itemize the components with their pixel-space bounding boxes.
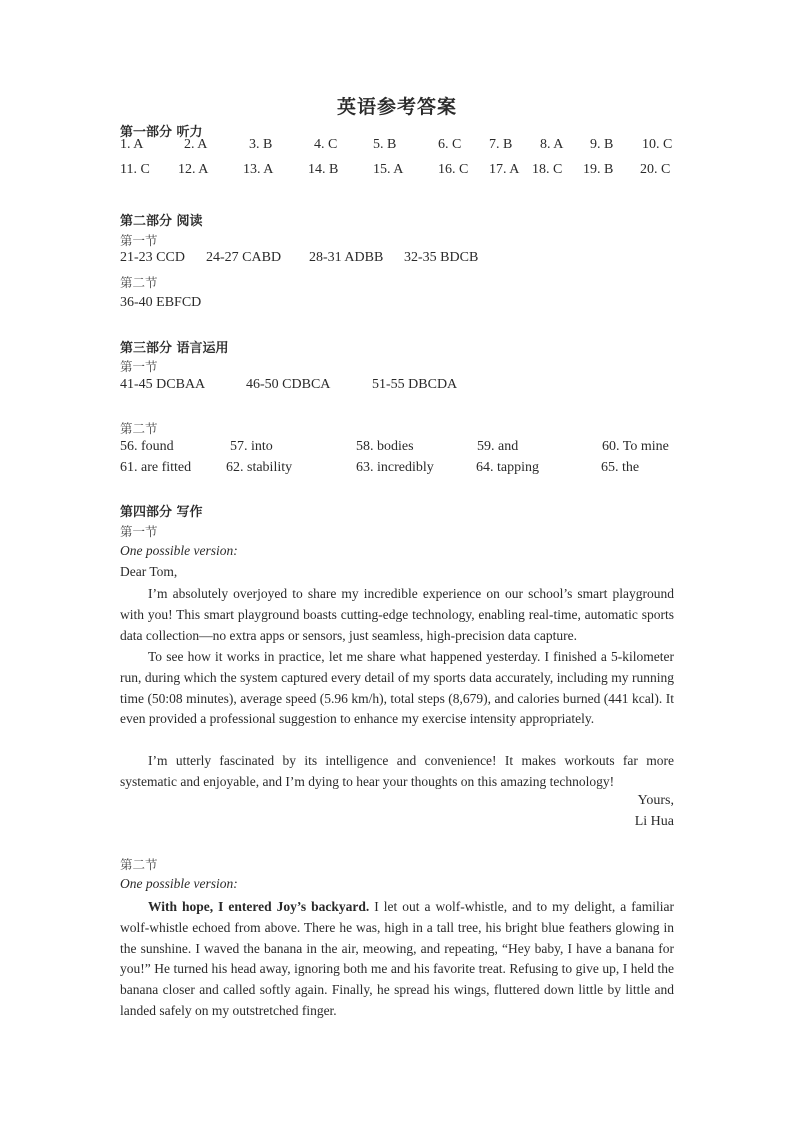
part4-section1-label: 第一节 xyxy=(120,524,158,539)
answer-item: 8. A xyxy=(540,137,564,152)
answer-item: 57. into xyxy=(230,439,273,454)
story-lead-sentence: With hope, I entered Joy’s backyard. xyxy=(148,899,370,914)
letter-greeting: Dear Tom, xyxy=(120,564,178,579)
listening-answers-row-2 xyxy=(0,162,794,182)
letter-paragraph-3: I’m utterly fascinated by its intelligence and convenience! It makes workouts far more systematic and enjoyable, and I’m dying to hear your thoughts on this amazing technology! xyxy=(120,753,674,789)
page-title: 英语参考答案 xyxy=(336,96,457,118)
answer-item: 10. C xyxy=(642,137,673,152)
story-continuation xyxy=(120,897,674,1022)
answer-item: 15. A xyxy=(373,162,404,177)
answer-item: 19. B xyxy=(583,162,614,177)
answer-item: 5. B xyxy=(373,137,397,152)
answer-item: 12. A xyxy=(178,162,209,177)
part4-heading: 第四部分 写作 xyxy=(120,505,203,520)
letter-paragraph-2: To see how it works in practice, let me share what happened yesterday. I finished a 5-kilometer run, during which the system captured every detail of my sports data accurately, including my running time (50:08 minutes), average speed (5.96 km/h), total steps (8,679), and calories burned (441 kcal). It even provided a professional suggestion to enhance my exercise intensity appropriately. xyxy=(120,649,674,727)
part3-section2-label: 第二节 xyxy=(120,421,158,436)
letter-paragraph-1: I’m absolutely overjoyed to share my incredible experience on our school’s smart playground with you! This smart playground boasts cutting-edge technology, enabling real-time, automatic sports data collection—no extra apps or sensors, just seamless, high-precision data capture. xyxy=(120,586,674,643)
answer-item: 7. B xyxy=(489,137,513,152)
letter-closing: Yours, xyxy=(637,793,674,808)
listening-answers-row-1 xyxy=(0,137,794,157)
part2-section1-label: 第一节 xyxy=(120,233,158,248)
letter-signature: Li Hua xyxy=(634,814,674,829)
answer-group: 51-55 DBCDA xyxy=(372,377,458,392)
answer-group: 24-27 CABD xyxy=(206,250,282,265)
answer-item: 65. the xyxy=(601,460,640,475)
answer-item: 16. C xyxy=(438,162,469,177)
answer-group: 21-23 CCD xyxy=(120,250,185,265)
answer-item: 61. are fitted xyxy=(120,460,192,475)
answer-item: 2. A xyxy=(184,137,208,152)
version-label-2: One possible version: xyxy=(120,876,238,891)
part3-heading: 第三部分 语言运用 xyxy=(120,341,229,356)
answer-item: 6. C xyxy=(438,137,462,152)
answer-item: 13. A xyxy=(243,162,274,177)
part1-heading: 第一部分 听力 xyxy=(120,125,203,140)
language-use-section2-row-2 xyxy=(0,460,794,480)
answer-item: 9. B xyxy=(590,137,614,152)
part2-heading: 第二部分 阅读 xyxy=(120,214,203,229)
answer-item: 11. C xyxy=(120,162,150,177)
answer-item: 58. bodies xyxy=(356,439,414,454)
answer-group: 41-45 DCBAA xyxy=(120,377,206,392)
answer-item: 62. stability xyxy=(226,460,293,475)
reading-section1-answers xyxy=(0,250,794,270)
part2-section2-label: 第二节 xyxy=(120,275,158,290)
answer-item: 18. C xyxy=(532,162,563,177)
answer-item: 63. incredibly xyxy=(356,460,434,475)
answer-group: 28-31 ADBB xyxy=(309,250,384,265)
language-use-section2-row-1 xyxy=(0,439,794,459)
answer-item: 17. A xyxy=(489,162,520,177)
story-body: I let out a wolf-whistle, and to my delight, a familiar wolf-whistle echoed from above. There he was, high in a tall tree, his bright blue feathers glowing in the sunshine. I waved the banana in the air, meowing, and repeating, “Hey baby, I have a banana for you!” He turned his head away, ignoring both me and his favorite treat. Refusing to give up, I held the banana closer and called softly again. Finally, he spread his wings, fluttered down little by little and landed safely on my outstretched finger. xyxy=(120,899,674,1018)
answer-item: 64. tapping xyxy=(476,460,539,475)
answer-item: 60. To mine xyxy=(602,439,669,454)
part3-section1-label: 第一节 xyxy=(120,359,158,374)
version-label: One possible version: xyxy=(120,543,238,558)
part4-section2-label: 第二节 xyxy=(120,857,158,872)
answer-group: 46-50 CDBCA xyxy=(246,377,331,392)
answer-item: 20. C xyxy=(640,162,671,177)
answer-item: 4. C xyxy=(314,137,338,152)
answer-item: 1. A xyxy=(120,137,144,152)
language-use-section1-answers xyxy=(0,377,794,397)
answer-item: 3. B xyxy=(249,137,273,152)
answer-item: 14. B xyxy=(308,162,339,177)
reading-section2-answers: 36-40 EBFCD xyxy=(120,295,202,310)
answer-item: 59. and xyxy=(477,439,519,454)
answer-group: 32-35 BDCB xyxy=(404,250,479,265)
answer-item: 56. found xyxy=(120,439,174,454)
